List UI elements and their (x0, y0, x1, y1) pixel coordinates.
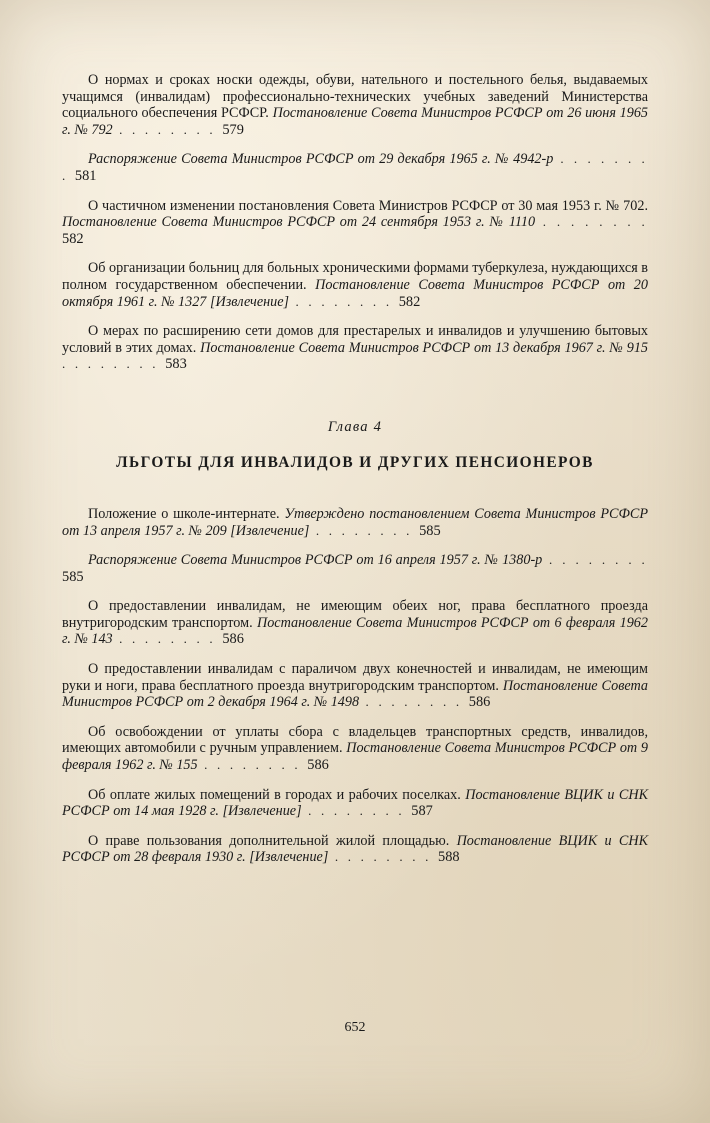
dot-leader: . . . . . . . . (112, 121, 223, 137)
chapter-title: ЛЬГОТЫ ДЛЯ ИНВАЛИДОВ И ДРУГИХ ПЕНСИОНЕРОВ (116, 453, 594, 471)
toc-entry-title: О частичном изменении постановления Совета Министров РСФСР от 30 мая 1953 г. № 702. (88, 197, 648, 214)
toc-page-number: 585 (62, 568, 84, 585)
toc-page-number: 582 (398, 293, 421, 310)
toc-entry-reference: Постановление Совета Министров РСФСР от 6 февраля 1962 г. № 143 (62, 614, 648, 648)
toc-entry-reference: Постановление ВЦИК и СНК РСФСР от 14 мая 1928 г. [Извлечение] (62, 786, 648, 820)
toc-entry-title: Об освобождении от уплаты сбора с владельцев транспортных средств, инвалидов, имеющих автомобили с ручным управлением. (62, 723, 648, 757)
toc-section-top (62, 72, 648, 373)
dot-leader: . . . . . . . . (542, 552, 648, 568)
toc-entry[interactable] (62, 598, 648, 648)
toc-entry-reference: Распоряжение Совета Министров РСФСР от 16 апреля 1957 г. № 1380-р (88, 552, 543, 569)
toc-entry-title: Об организации больниц для больных хроническими формами туберкулеза, нуждающихся в полном государственном обеспечении. (62, 260, 648, 293)
table-of-contents (62, 72, 648, 879)
dot-leader: . . . . . . . . (301, 803, 412, 819)
toc-entry-reference: Постановление Совета Министров РСФСР от 20 октября 1961 г. № 1327 [Извлечение] (62, 276, 648, 310)
toc-page-number: 579 (222, 121, 244, 138)
toc-page-number: 585 (419, 522, 441, 539)
chapter-heading-block (62, 419, 648, 436)
toc-page-number: 586 (307, 757, 329, 774)
dot-leader: . . . . . . . . (359, 694, 469, 710)
dot-leader: . . . . . . . . (197, 757, 308, 773)
dot-leader: . . . . . . . . (112, 631, 223, 647)
dot-leader: . . . . . . . . (62, 151, 648, 183)
toc-entry[interactable] (62, 833, 648, 866)
toc-entry[interactable] (62, 552, 648, 585)
toc-entry-title: Об оплате жилых помещений в городах и рабочих поселках. (88, 786, 466, 803)
toc-page-number: 581 (74, 167, 97, 184)
toc-entry[interactable] (62, 661, 648, 711)
toc-page-number: 586 (222, 631, 244, 648)
toc-entry-text (62, 72, 648, 138)
toc-entry[interactable] (62, 323, 648, 373)
toc-entry-text (62, 724, 648, 774)
toc-entry-title: О предоставлении инвалидам, не имеющим обеих ног, права бесплатного проезда внутригородским транспортом. (62, 598, 648, 631)
toc-entry-title: О нормах и сроках носки одежды, обуви, нательного и постельного белья, выдаваемых учащимся (инвалидам) профессионально-технических учебных заведений Министерства социального обеспечения РСФСР. (62, 72, 648, 122)
toc-entry-reference: Постановление ВЦИК и СНК РСФСР от 28 февраля 1930 г. [Извлечение] (62, 832, 648, 866)
toc-entry[interactable] (62, 260, 648, 310)
toc-entry-title: О праве пользования дополнительной жилой площадью. (88, 832, 457, 849)
dot-leader: . . . . . . . . (289, 293, 399, 309)
toc-entry-reference: Распоряжение Совета Министров РСФСР от 29 декабря 1965 г. № 4942-р (88, 151, 554, 168)
toc-entry-title: Положение о школе-интернате. (88, 505, 285, 522)
toc-entry-text (62, 151, 648, 184)
dot-leader: . . . . . . . . (328, 849, 439, 865)
toc-entry-text (62, 552, 648, 585)
toc-entry-reference: Постановление Совета Министров РСФСР от 13 декабря 1967 г. № 915 (200, 339, 649, 356)
toc-entry-text (62, 833, 648, 866)
toc-entry-text (62, 506, 648, 539)
toc-entry-reference: Постановление Совета Министров РСФСР от 26 июня 1965 г. № 792 (62, 105, 649, 138)
toc-entry-title: О мерах по расширению сети домов для престарелых и инвалидов и улучшению бытовых условий в этих домах. (62, 323, 648, 356)
toc-page-number: 582 (62, 230, 84, 247)
toc-entry[interactable] (62, 198, 648, 248)
toc-entry-text (62, 787, 648, 820)
toc-entry[interactable] (62, 724, 648, 774)
toc-entry-text (62, 198, 648, 248)
toc-entry[interactable] (62, 506, 648, 539)
toc-page-number: 588 (438, 849, 460, 866)
dot-leader: . . . . . . . . (535, 214, 648, 230)
toc-entry[interactable] (62, 72, 648, 138)
toc-entry-reference: Постановление Совета Министров РСФСР от 9 февраля 1962 г. № 155 (62, 740, 648, 774)
toc-entry-text (62, 260, 648, 310)
toc-entry-reference: Постановление Совета Министров РСФСР от 2 декабря 1964 г. № 1498 (62, 677, 648, 711)
toc-entry-text (62, 323, 648, 373)
page-number: 652 (344, 1020, 366, 1035)
dot-leader: . . . . . . . . (62, 356, 166, 372)
toc-page-number: 586 (468, 694, 491, 711)
toc-entry-title: О предоставлении инвалидам с параличом двух конечностей и инвалидам, не имеющим руки и ноги, права бесплатного проезда внутригородским транспортом. (62, 661, 648, 694)
toc-entry-reference: Утверждено постановлением Совета Министров РСФСР от 13 апреля 1957 г. № 209 [Извлечение] (62, 505, 648, 539)
toc-entry-text (62, 598, 648, 648)
toc-section-bottom (62, 506, 648, 866)
toc-entry-text (62, 661, 648, 711)
chapter-label: Глава 4 (327, 418, 383, 435)
toc-entry-reference: Постановление Совета Министров РСФСР от 24 сентября 1953 г. № 1110 (62, 214, 536, 231)
toc-page-number: 587 (411, 803, 433, 820)
toc-entry[interactable] (62, 151, 648, 184)
toc-entry[interactable] (62, 787, 648, 820)
dot-leader: . . . . . . . . (309, 522, 420, 538)
toc-page-number: 583 (165, 356, 187, 373)
